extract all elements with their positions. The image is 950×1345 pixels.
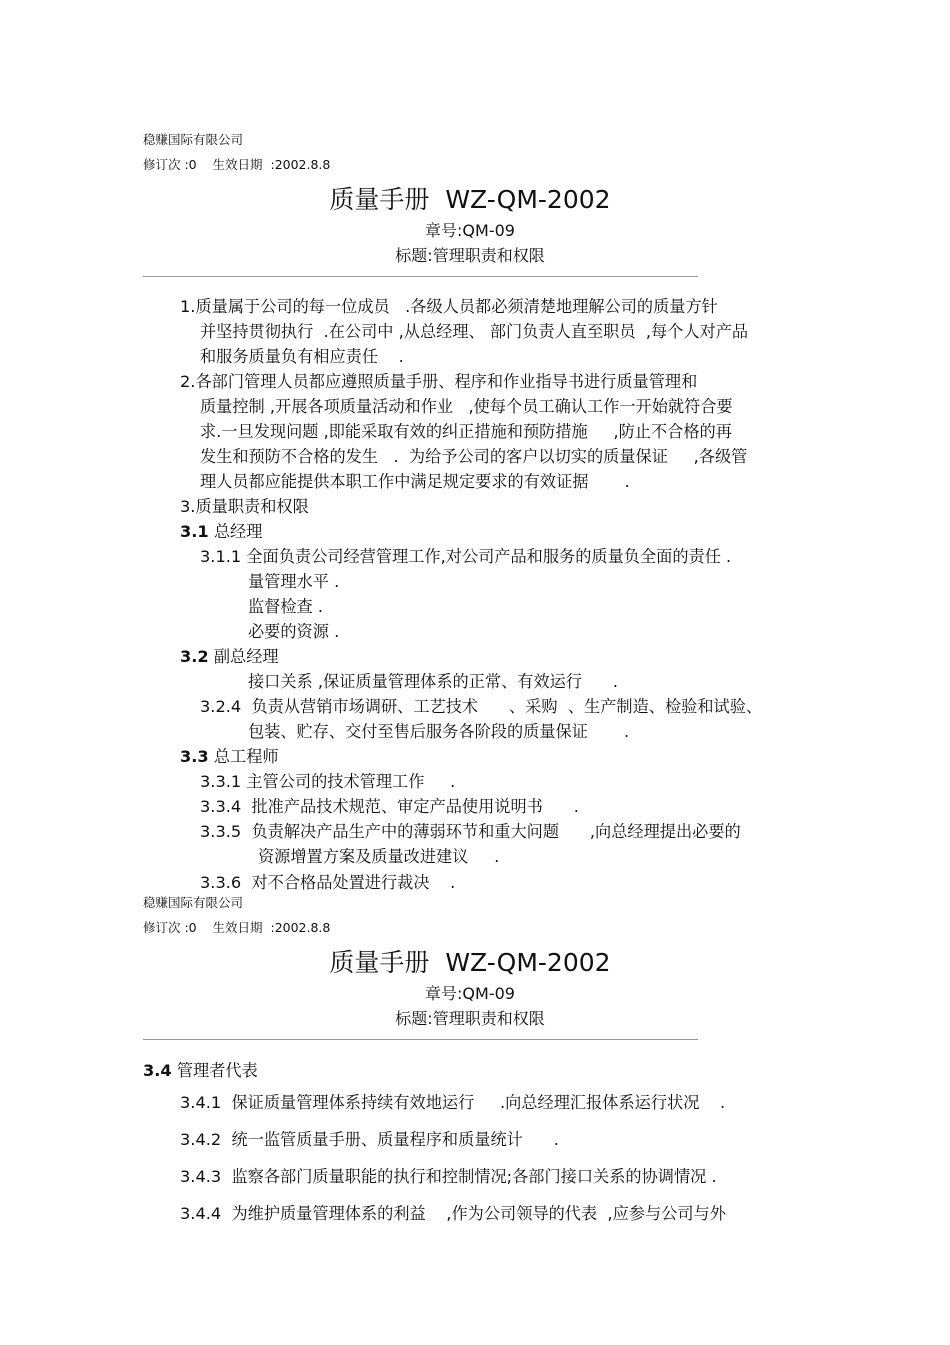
- section-label: 总工程师: [213, 747, 279, 766]
- revision-line: 修订次 :0 生效日期 :2002.8.8: [143, 157, 331, 172]
- body-line: 3.3.1 主管公司的技术管理工作 .: [200, 772, 456, 791]
- chapter-number: 章号:QM-09: [425, 984, 515, 1003]
- section-number: 3.4: [143, 1061, 172, 1080]
- body-line: 3.4.1 保证质量管理体系持续有效地运行 .向总经理汇报体系运行状况 .: [180, 1093, 726, 1112]
- document-title: 质量手册 WZ-QM-2002: [329, 185, 611, 214]
- body-line: 3.4.3 监察各部门质量职能的执行和控制情况;各部门接口关系的协调情况 .: [180, 1167, 717, 1186]
- revision-line: 修订次 :0 生效日期 :2002.8.8: [143, 920, 331, 935]
- body-line: 质量控制 ,开展各项质量活动和作业 ,使每个员工确认工作一开始就符合要: [200, 397, 733, 416]
- body-line: 并坚持贯彻执行 .在公司中 ,从总经理、 部门负责人直至职员 ,每个人对产品: [200, 322, 749, 341]
- section-label: 副总经理: [213, 647, 279, 666]
- document-subject: 标题:管理职责和权限: [395, 246, 545, 265]
- section-number: 3.1: [180, 522, 209, 541]
- body-line: 3.3.6 对不合格品处置进行裁决 .: [200, 873, 456, 892]
- body-line: 2.各部门管理人员都应遵照质量手册、程序和作业指导书进行质量管理和: [180, 372, 698, 391]
- body-line: 理人员都应能提供本职工作中满足规定要求的有效证据 .: [200, 472, 630, 491]
- body-line: 3.1.1 全面负责公司经营管理工作,对公司产品和服务的质量负全面的责任 .: [200, 547, 732, 566]
- document-subject: 标题:管理职责和权限: [395, 1009, 545, 1028]
- body-line: 1.质量属于公司的每一位成员 .各级人员都必须清楚地理解公司的质量方针: [180, 297, 718, 316]
- company-name: 稳赚国际有限公司: [143, 895, 244, 910]
- section-3-3: [180, 743, 279, 767]
- body-line: 接口关系 ,保证质量管理体系的正常、有效运行 .: [248, 672, 619, 691]
- section-label: 总经理: [213, 522, 263, 541]
- section-3-2: [180, 643, 279, 667]
- body-line: 求.一旦发现问题 ,即能采取有效的纠正措施和预防措施 ,防止不合格的再: [200, 422, 732, 441]
- body-line: 3.2.4 负责从营销市场调研、工艺技术 、采购 、生产制造、检验和试验、: [200, 697, 763, 716]
- header-divider: [143, 1039, 698, 1040]
- section-3-1: [180, 518, 262, 542]
- body-line: 包装、贮存、交付至售后服务各阶段的质量保证 .: [248, 722, 630, 741]
- body-line: 3.4.2 统一监管质量手册、质量程序和质量统计 .: [180, 1130, 559, 1149]
- body-line: 量管理水平 .: [248, 572, 340, 591]
- body-line: 监督检查 .: [248, 597, 324, 616]
- body-line: 发生和预防不合格的发生 . 为给予公司的客户以切实的质量保证 ,各级管: [200, 447, 748, 466]
- header-divider: [143, 276, 698, 277]
- section-3-4: [143, 1057, 258, 1081]
- section-heading: 3.质量职责和权限: [180, 497, 309, 516]
- body-line: 资源增置方案及质量改进建议 .: [258, 847, 500, 866]
- body-line: 必要的资源 .: [248, 622, 340, 641]
- body-line: 和服务质量负有相应责任 .: [200, 347, 404, 366]
- body-line: 3.4.4 为维护质量管理体系的利益 ,作为公司领导的代表 ,应参与公司与外: [180, 1204, 726, 1223]
- body-line: 3.3.5 负责解决产品生产中的薄弱环节和重大问题 ,向总经理提出必要的: [200, 822, 741, 841]
- document-title: 质量手册 WZ-QM-2002: [329, 948, 611, 977]
- company-name: 稳赚国际有限公司: [143, 132, 244, 147]
- section-label: 管理者代表: [176, 1061, 258, 1080]
- section-number: 3.3: [180, 747, 209, 766]
- section-number: 3.2: [180, 647, 209, 666]
- body-line: 3.3.4 批准产品技术规范、审定产品使用说明书 .: [200, 797, 579, 816]
- chapter-number: 章号:QM-09: [425, 221, 515, 240]
